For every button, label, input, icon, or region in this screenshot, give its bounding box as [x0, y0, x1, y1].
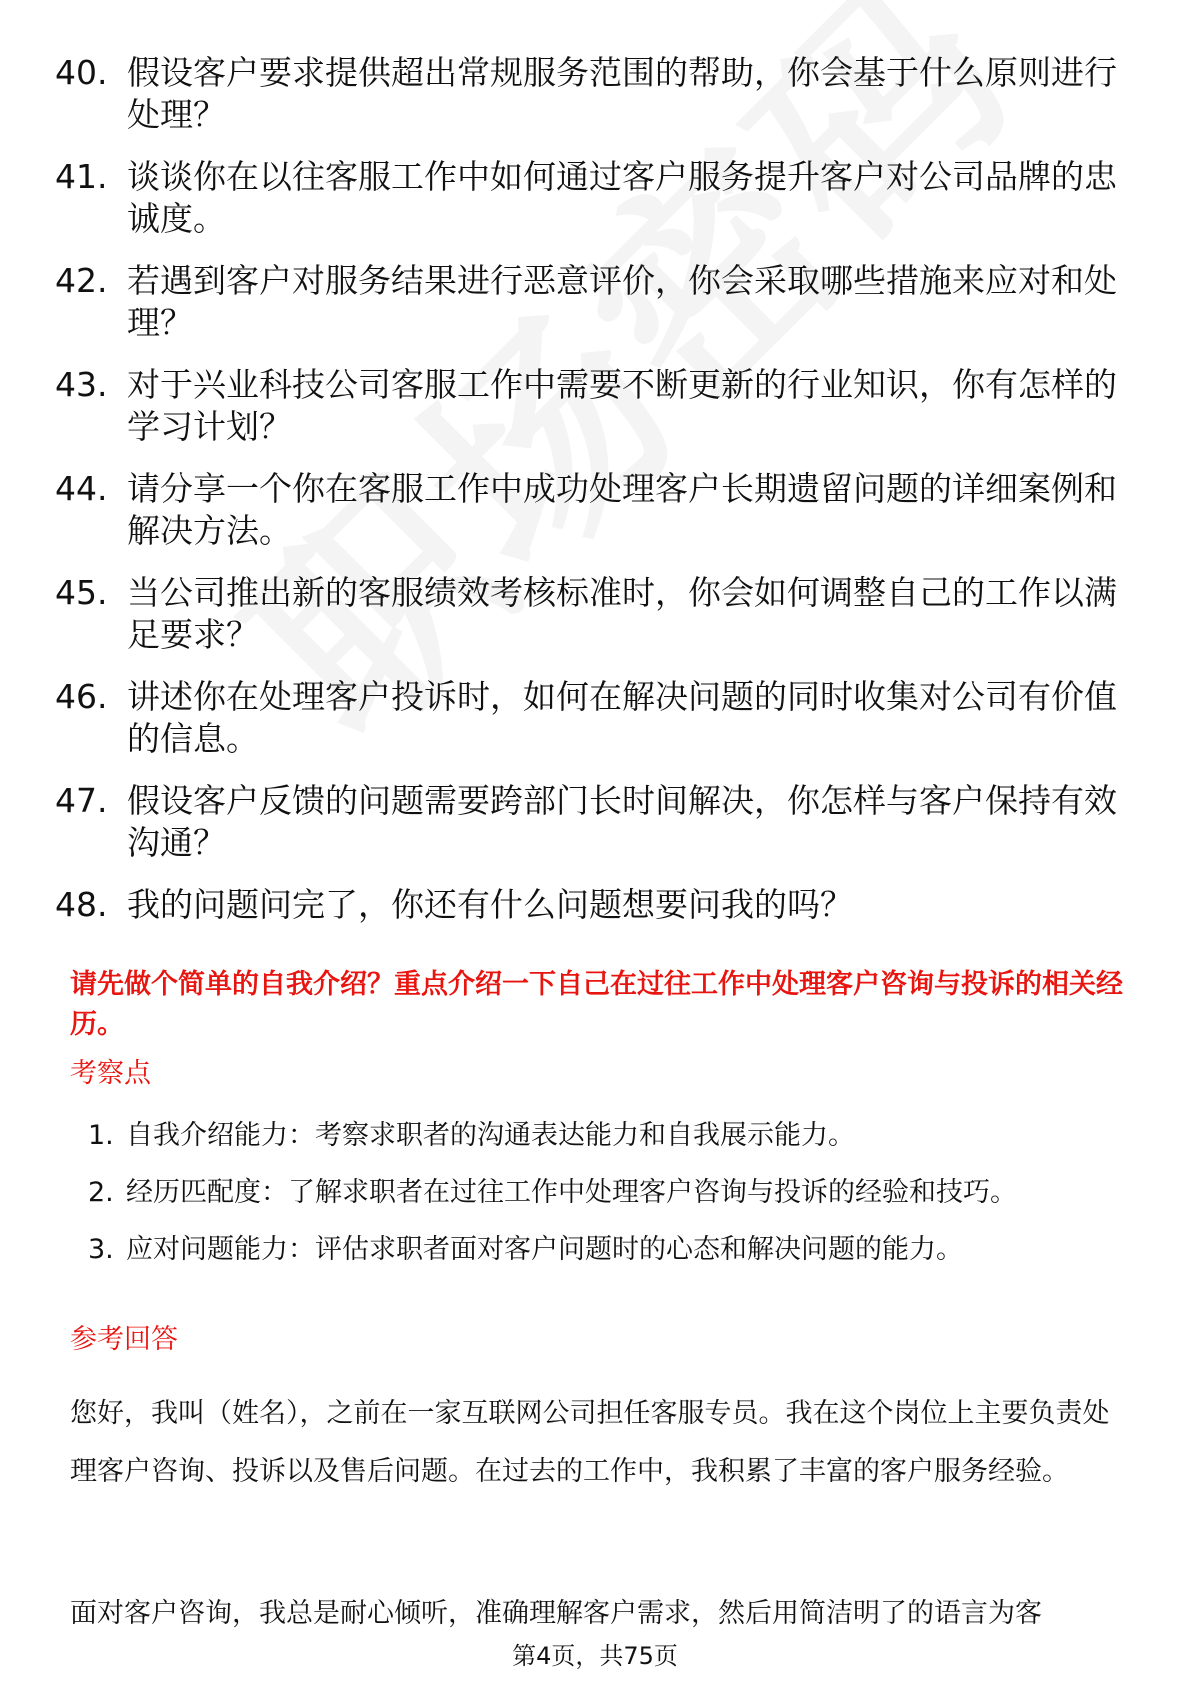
- question-text: 假设客户反馈的问题需要跨部门长时间解决，你怎样与客户保持有效沟通？: [127, 781, 1117, 862]
- question-list: [55, 52, 1125, 946]
- question-text: 谈谈你在以往客服工作中如何通过客户服务提升客户对公司品牌的忠诚度。: [127, 157, 1117, 238]
- question-number: 46.: [55, 677, 108, 716]
- question-text: 讲述你在处理客户投诉时，如何在解决问题的同时收集对公司有价值的信息。: [127, 677, 1117, 758]
- assessment-point: [88, 1118, 1128, 1154]
- answer-paragraph: 您好，我叫（姓名），之前在一家互联网公司担任客服专员。我在这个岗位上主要负责处理客户咨询、投诉以及售后问题。在过去的工作中，我积累了丰富的客户服务经验。: [70, 1398, 1110, 1487]
- question-number: 42.: [55, 261, 108, 300]
- assessment-point-list: [88, 1118, 1128, 1289]
- question-item: [55, 260, 1125, 344]
- question-number: 40.: [55, 53, 108, 92]
- question-item: [55, 884, 1125, 926]
- question-text: 若遇到客户对服务结果进行恶意评价，你会采取哪些措施来应对和处理？: [127, 261, 1117, 342]
- question-number: 47.: [55, 781, 108, 820]
- assessment-point: [88, 1232, 1128, 1268]
- answer-paragraph: 面对客户咨询，我总是耐心倾听，准确理解客户需求，然后用简洁明了的语言为客: [70, 1598, 1042, 1629]
- question-text: 对于兴业科技公司客服工作中需要不断更新的行业知识，你有怎样的学习计划？: [127, 365, 1117, 446]
- question-number: 41.: [55, 157, 108, 196]
- assessment-point: [88, 1175, 1128, 1211]
- point-number: 2.: [88, 1177, 114, 1208]
- question-text: 当公司推出新的客服绩效考核标准时，你会如何调整自己的工作以满足要求？: [127, 573, 1117, 654]
- point-text: 经历匹配度：了解求职者在过往工作中处理客户咨询与投诉的经验和技巧。: [126, 1177, 1017, 1208]
- question-text: 我的问题问完了，你还有什么问题想要问我的吗？: [127, 885, 853, 924]
- question-item: [55, 572, 1125, 656]
- question-text: 请分享一个你在客服工作中成功处理客户长期遗留问题的详细案例和解决方法。: [127, 469, 1117, 550]
- question-item: [55, 52, 1125, 136]
- question-item: [55, 468, 1125, 552]
- page-footer: 第4页，共75页: [512, 1642, 678, 1670]
- question-number: 43.: [55, 365, 108, 404]
- assessment-heading: 考察点: [70, 1058, 151, 1089]
- question-item: [55, 156, 1125, 240]
- question-number: 44.: [55, 469, 108, 508]
- question-number: 48.: [55, 885, 108, 924]
- point-text: 应对问题能力：评估求职者面对客户问题时的心态和解决问题的能力。: [126, 1234, 963, 1265]
- answer-heading: 参考回答: [70, 1324, 178, 1355]
- point-number: 3.: [88, 1234, 114, 1265]
- point-number: 1.: [88, 1120, 114, 1151]
- point-text: 自我介绍能力：考察求职者的沟通表达能力和自我展示能力。: [126, 1120, 855, 1151]
- question-item: [55, 676, 1125, 760]
- question-number: 45.: [55, 573, 108, 612]
- question-item: [55, 364, 1125, 448]
- highlight-question: 请先做个简单的自我介绍？重点介绍一下自己在过往工作中处理客户咨询与投诉的相关经历。: [70, 969, 1123, 1040]
- question-item: [55, 780, 1125, 864]
- question-text: 假设客户要求提供超出常规服务范围的帮助，你会基于什么原则进行处理？: [127, 53, 1117, 134]
